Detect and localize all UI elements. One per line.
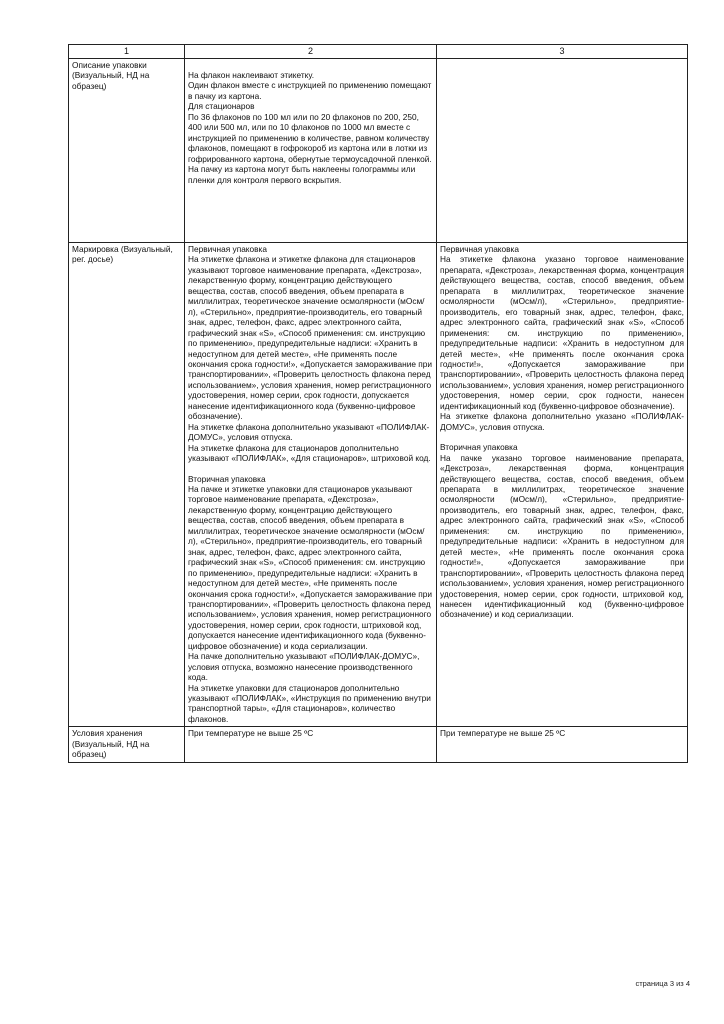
blank-line [188, 464, 433, 474]
blank-line [440, 432, 684, 442]
row-label [69, 243, 185, 727]
section-heading: Первичная упаковка [188, 244, 267, 254]
table-header-row [69, 45, 688, 59]
page-number: страница 3 из 4 [635, 979, 690, 988]
paragraph: На пачке дополнительно указывают «ПОЛИФЛАК-ДОМУС», условия отпуска, возможно нанесение производственного кода. [188, 651, 420, 683]
section-heading: Первичная упаковка [440, 244, 519, 254]
table-row-storage-conditions [69, 727, 688, 762]
table-row-labeling [69, 243, 688, 727]
requirements-cell [185, 727, 437, 762]
row-label [69, 59, 185, 243]
row-label [69, 727, 185, 762]
header-cell-1: 1 [69, 45, 185, 59]
paragraph: На этикетке флакона для стационаров дополнительно указывают «ПОЛИФЛАК», «Для стационаров», штриховой код. [188, 442, 431, 464]
section-heading: Вторичная упаковка [188, 473, 266, 484]
row-label-text: Описание упаковки (Визуальный, НД на образец) [72, 60, 150, 91]
header-cell-2: 2 [185, 45, 437, 59]
paragraph: По 36 флаконов по 100 мл или по 20 флаконов по 200, 250, 400 или 500 мл, или по 10 флаконов по 1000 мл вместе с инструкцией по применению в количестве, равном количеству флаконов, помещают в гофрокороб из картона или в лотки из гофрированного картона, обернутые термоусадочной пленкой. [188, 111, 432, 164]
specification-table [68, 44, 688, 763]
results-cell [437, 727, 688, 762]
paragraph: На пачку из картона могут быть наклеены голограммы или пленки для контроля первого вскрытия. [188, 164, 416, 185]
paragraph: На этикетке флакона дополнительно указано «ПОЛИФЛАК-ДОМУС», условия отпуска. [440, 411, 684, 432]
paragraph: На этикетке упаковки для стационаров дополнительно указывают «ПОЛИФЛАК», «Инструкция по применению внутри транспортной тары», «Для стационаров», количество флаконов. [188, 682, 431, 724]
results-cell [437, 243, 688, 727]
paragraph: При температуре не выше 25 ºС [188, 728, 314, 739]
header-cell-3: 3 [437, 45, 688, 59]
paragraph: На этикетке флакона и этикетке флакона для стационаров указывают торговое наименование препарата, «Декстроза», лекарственную форму, концентрацию действующего вещества, состав, способ введения, объем препарата в миллилитрах, теоретическое значение осмолярности (мОсм/л), «Стерильно», предприятие-производитель, его товарный знак, адрес, телефон, факс, адрес электронного сайта, графический знак «S», «Способ применения: см. инструкцию по применению», предупредительные надписи: «Хранить в недоступном для детей месте», «Не применять после окончания срока годности!», «Допускается замораживание при транспортировании», «Проверить целостность флакона перед использованием», условия хранения, номер регистрационного удостоверения, номер серии, срок годности, допускается нанесение идентификационного кода (буквенно-цифровое обозначение). [188, 254, 433, 422]
row-label-text: Условия хранения (Визуальный, НД на образец) [72, 728, 150, 760]
paragraph: На этикетке флакона указано торговое наименование препарата, «Декстроза», лекарственная форма, концентрация действующего вещества, состав, способ введения, объем препарата в миллилитрах, теоретическое значение осмолярности (мОсм/л), «Стерильно», предприятие-производитель, его товарный знак, адрес, телефон, факс, адрес электронного сайта, графический знак «S», «Способ применения: см. инструкцию по применению», предупредительные надписи: «Хранить в недоступном для детей месте», «Не применять после окончания срока годности!», «Допускается замораживание при транспортировании», «Проверить целостность флакона перед использованием», условия хранения, номер регистрационного удостоверения, номер серии, срок годности, нанесен идентификационный код (буквенно-цифровое обозначение). [440, 254, 684, 411]
table-row-packaging-description [69, 59, 688, 243]
paragraph: Для стационаров [188, 101, 255, 112]
paragraph: Один флакон вместе с инструкцией по применению помещают в пачку из картона. [188, 80, 432, 101]
paragraph: На пачке и этикетке упаковки для стационаров указывают торговое наименование препарата, «Декстроза», лекарственную форму, концентрацию действующего вещества, состав, способ введения, объем препарата в миллилитрах, теоретическое значение осмолярности (мОсм/л), «Стерильно», предприятие-производитель, его товарный знак, адрес, телефон, факс, адрес электронного сайта, графический знак «S», «Способ применения: см. инструкцию по применению», предупредительные надписи: «Хранить в недоступном для детей месте», «Не применять после окончания срока годности!», «Допускается замораживание при транспортировании», «Проверить целостность флакона перед использованием», условия хранения, номер регистрационного удостоверения, номер серии, срок годности, штриховой код, допускается нанесение идентификационного кода (буквенно-цифровое обозначение) и кода сериализации. [188, 483, 433, 651]
paragraph: При температуре не выше 25 ºС [440, 728, 566, 739]
paragraph: На пачке указано торговое наименование препарата, «Декстроза», лекарственная форма, концентрация действующего вещества, состав, способ введения, объем препарата в миллилитрах, теоретическое значение осмолярности (мОсм/л), «Стерильно», предприятие-производитель, его товарный знак, адрес, телефон, факс, адрес электронного сайта, графический знак «S», «Способ применения: см. инструкцию по применению», предупредительные надписи: «Хранить в недоступном для детей месте», «Не применять после окончания срока годности!», «Допускается замораживание при транспортировании», «Проверить целостность флакона перед использованием», условия хранения, номер регистрационного удостоверения, номер серии, срок годности, штриховой код, нанесен идентификационный код (буквенно-цифровое обозначение) и код сериализации. [440, 452, 684, 620]
blank-line [188, 60, 433, 70]
paragraph: На этикетке флакона дополнительно указывают «ПОЛИФЛАК-ДОМУС», условия отпуска. [188, 421, 430, 443]
results-cell [437, 59, 688, 243]
requirements-cell [185, 243, 437, 727]
paragraph: Вторичная упаковка [440, 442, 518, 453]
row-label-text: Маркировка (Визуальный, рег. досье) [72, 244, 173, 265]
paragraph: На флакон наклеивают этикетку. [188, 70, 315, 80]
requirements-cell [185, 59, 437, 243]
